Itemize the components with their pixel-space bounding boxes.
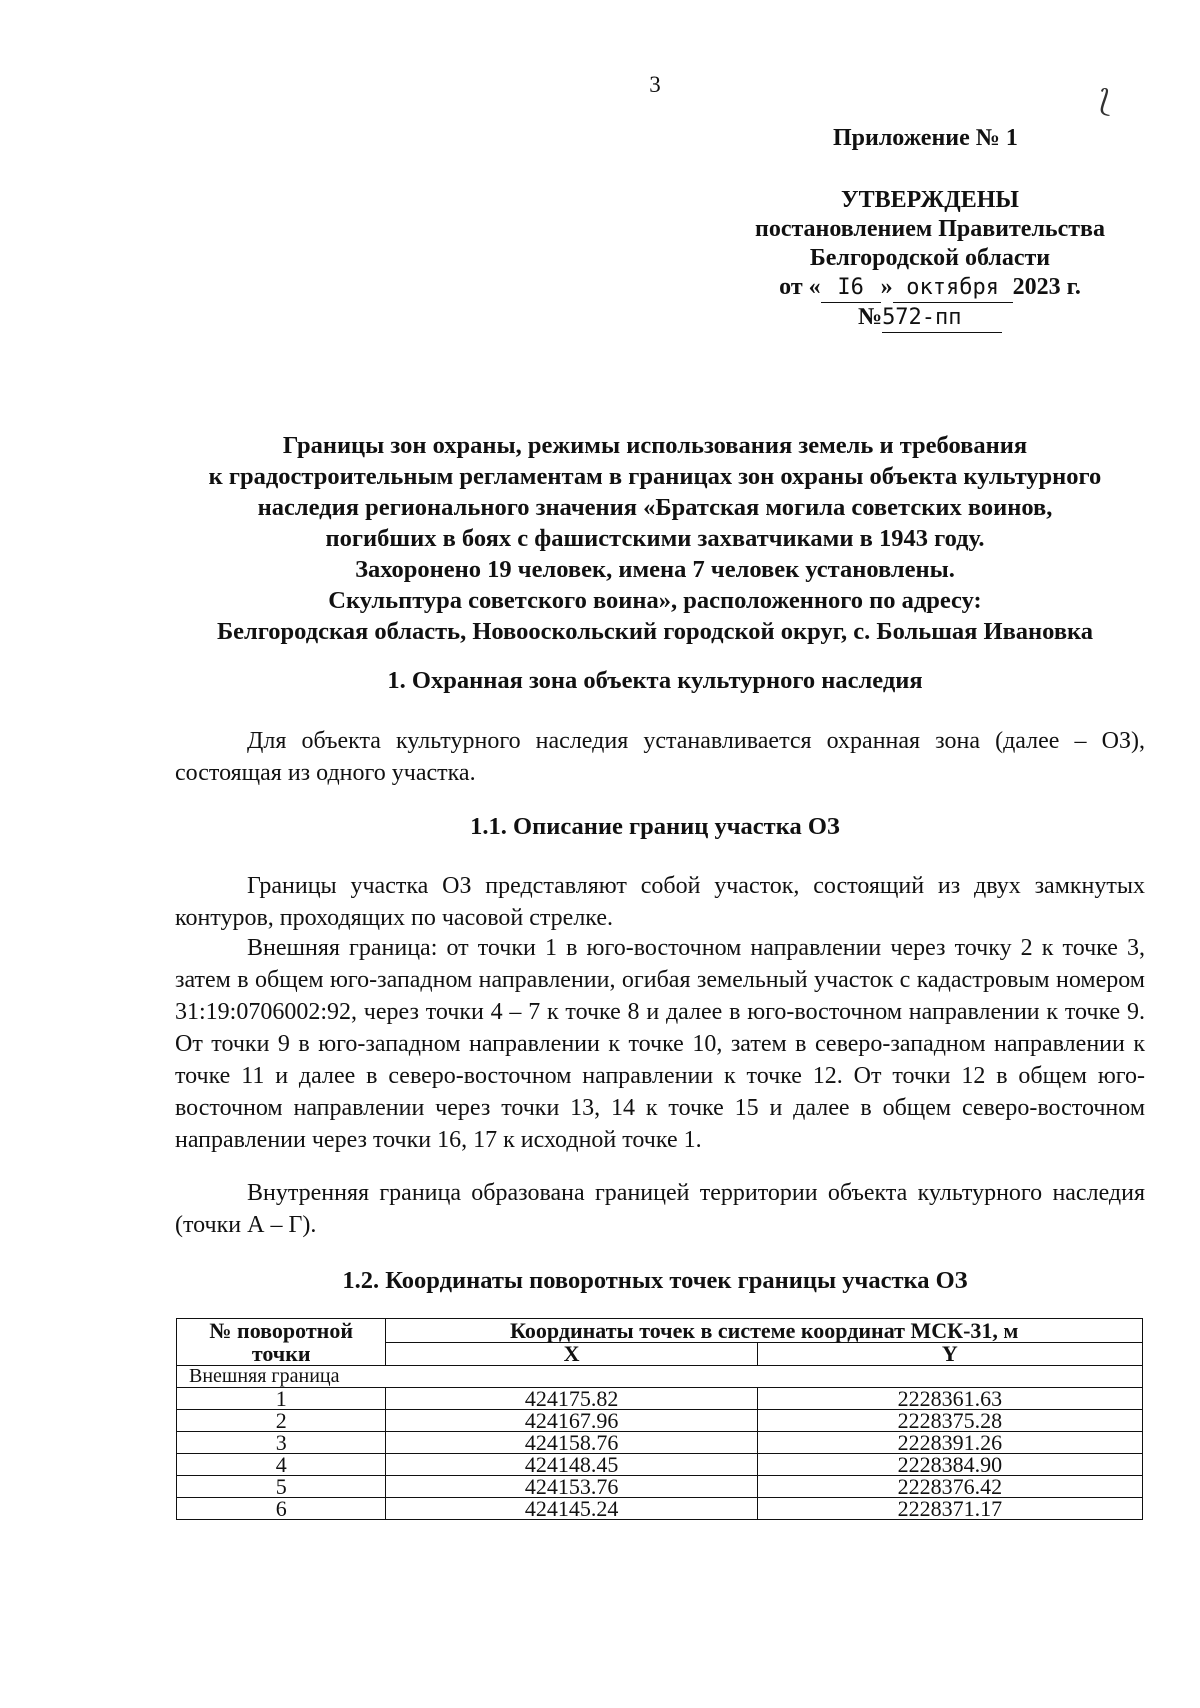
- point-header-line2: точки: [251, 1341, 311, 1366]
- number-prefix: №: [857, 304, 883, 330]
- approval-date: [740, 273, 1120, 303]
- title-line: погибших в боях с фашистскими захватчиками в 1943 году.: [325, 525, 985, 552]
- x-cell: 424167.96: [386, 1410, 757, 1432]
- title-line: Границы зон охраны, режимы использования земель и требования: [282, 432, 1028, 459]
- page-number: 3: [649, 72, 661, 97]
- boundary-description-para: Границы участка ОЗ представляют собой участок, состоящий из двух замкнутых контуров, проходящих по часовой стрелке.: [175, 873, 1145, 931]
- y-cell: 2228375.28: [757, 1410, 1142, 1432]
- section-1-heading: 1. Охранная зона объекта культурного наследия: [387, 667, 923, 694]
- point-cell: 2: [177, 1410, 386, 1432]
- point-header-line1: № поворотной: [209, 1318, 353, 1343]
- point-cell: 4: [177, 1454, 386, 1476]
- date-month-field: октября: [893, 273, 1013, 303]
- title-line: к градостроительным регламентам в границах зон охраны объекта культурного: [208, 463, 1102, 490]
- x-header: X: [386, 1342, 757, 1366]
- point-cell: 1: [177, 1388, 386, 1410]
- date-close: »: [880, 274, 893, 300]
- y-cell: 2228371.17: [757, 1498, 1142, 1520]
- title-line: Скульптура советского воина», расположенного по адресу:: [328, 587, 982, 614]
- table-row: [177, 1476, 1143, 1498]
- table-header-row: [177, 1319, 1143, 1343]
- approved-by-line1: постановлением Правительства: [754, 216, 1105, 242]
- date-prefix: от «: [779, 274, 821, 300]
- y-cell: 2228391.26: [757, 1432, 1142, 1454]
- approval-number: [740, 303, 1120, 333]
- x-cell: 424175.82: [386, 1388, 757, 1410]
- table-row: [177, 1388, 1143, 1410]
- handwritten-mark: ⟅: [1099, 85, 1111, 118]
- section-1-1-heading: 1.1. Описание границ участка ОЗ: [470, 813, 840, 840]
- date-year: 2023 г.: [1012, 274, 1081, 300]
- section-1-text: Для объекта культурного наследия устанавливается охранная зона (далее – ОЗ), состоящая из одного участка.: [175, 728, 1145, 786]
- title-line: Белгородская область, Новооскольский городской округ, с. Большая Ивановка: [216, 618, 1094, 645]
- point-cell: 3: [177, 1432, 386, 1454]
- x-cell: 424153.76: [386, 1476, 757, 1498]
- coords-system-header: Координаты точек в системе координат МСК-31, м: [386, 1319, 1143, 1343]
- x-cell: 424158.76: [386, 1432, 757, 1454]
- appendix-label: Приложение № 1: [833, 125, 1018, 151]
- y-header: Y: [757, 1342, 1142, 1366]
- date-day-field: I6: [821, 273, 881, 303]
- y-cell: 2228384.90: [757, 1454, 1142, 1476]
- table-row: [177, 1410, 1143, 1432]
- table-row: [177, 1498, 1143, 1520]
- table-row: [177, 1454, 1143, 1476]
- outer-boundary-para: Внешняя граница: от точки 1 в юго-восточном направлении через точку 2 к точке 3, затем в общем юго-западном направлении, огибая земельный участок с кадастровым номером 31:19:0706002:92, через точки 4 – 7 к точке 8 и далее в юго-восточном направлении к точке 9. От точки 9 в юго-западном направлении к точке 10, затем в северо-западном направлении к точке 11 и далее в северо-восточном направлении к точке 12. От точки 12 в общем юго-восточном направлении через точки 13, 14 к точке 15 и далее в общем северо-восточном направлении через точки 16, 17 к исходной точке 1.: [175, 935, 1145, 1153]
- y-cell: 2228361.63: [757, 1388, 1142, 1410]
- point-number-header: [177, 1319, 386, 1366]
- inner-boundary-para: Внутренняя граница образована границей территории объекта культурного наследия (точки А – Г).: [175, 1180, 1145, 1238]
- outer-boundary-label: Внешняя граница: [177, 1366, 1143, 1388]
- table-row: [177, 1432, 1143, 1454]
- title-line: Захоронено 19 человек, имена 7 человек установлены.: [355, 556, 955, 583]
- x-cell: 424145.24: [386, 1498, 757, 1520]
- approved-heading: УТВЕРЖДЕНЫ: [841, 187, 1019, 213]
- approval-block: [740, 186, 1120, 333]
- title-line: наследия регионального значения «Братская могила советских воинов,: [257, 494, 1053, 521]
- document-title: [150, 430, 1160, 647]
- number-field: 572-пп: [882, 303, 1002, 333]
- y-cell: 2228376.42: [757, 1476, 1142, 1498]
- point-cell: 5: [177, 1476, 386, 1498]
- table-section-row: [177, 1366, 1143, 1388]
- coordinates-table: [176, 1318, 1143, 1520]
- section-1-2-heading: 1.2. Координаты поворотных точек границы участка ОЗ: [342, 1267, 968, 1294]
- point-cell: 6: [177, 1498, 386, 1520]
- approved-by-line2: Белгородской области: [809, 245, 1051, 271]
- x-cell: 424148.45: [386, 1454, 757, 1476]
